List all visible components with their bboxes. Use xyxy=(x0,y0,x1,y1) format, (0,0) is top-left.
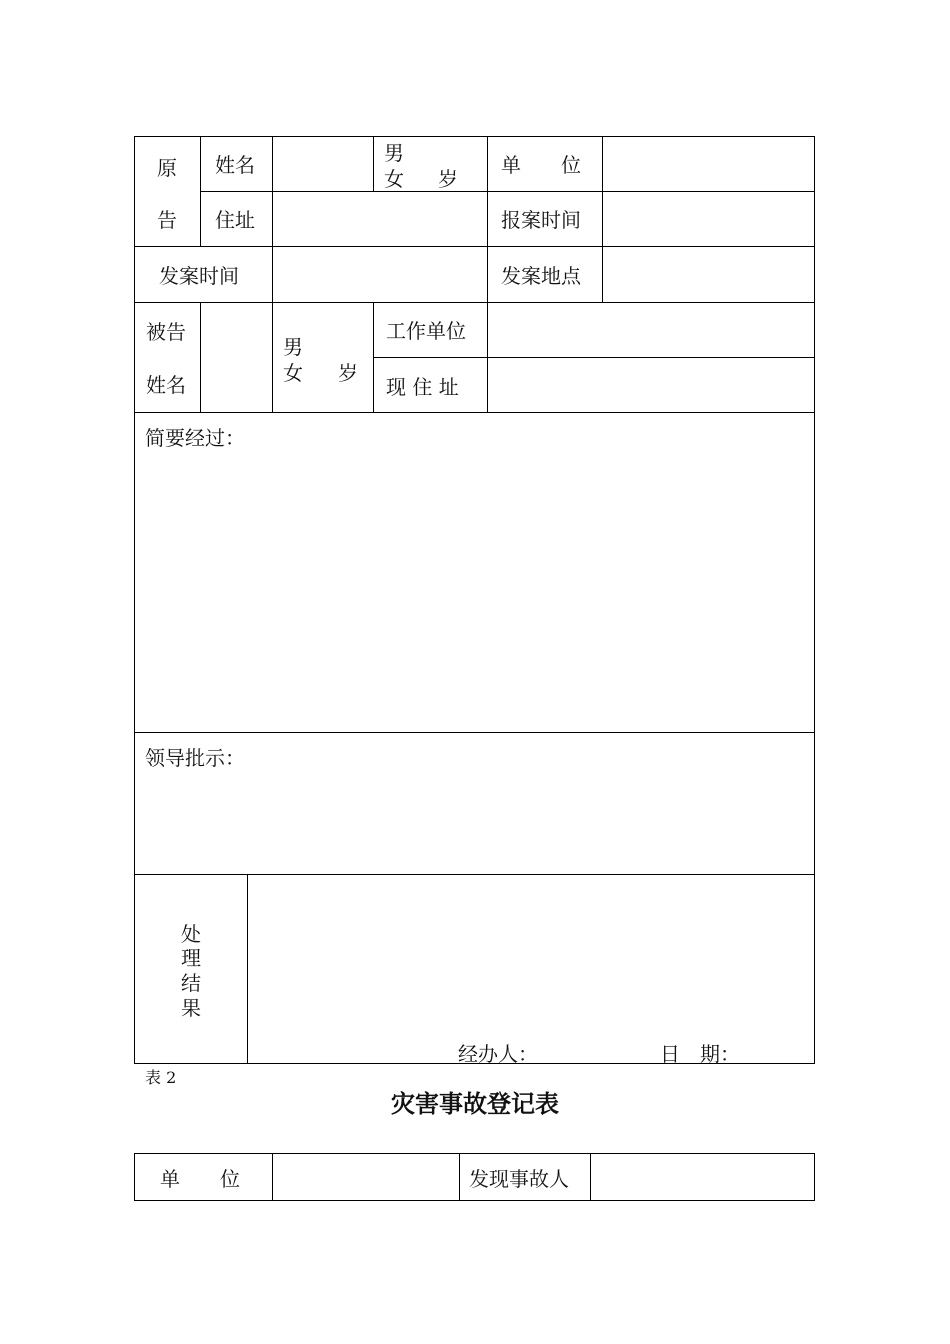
defendant-label: 被告 xyxy=(146,320,186,344)
form2-discoverer-field[interactable] xyxy=(591,1154,813,1200)
defendant-gender-male-option[interactable]: 男 xyxy=(283,335,303,359)
form2-title: 灾害事故登记表 xyxy=(391,1089,559,1118)
result-label-char: 理 xyxy=(181,946,201,970)
work-unit-field[interactable] xyxy=(488,303,813,356)
report-time-label: 报案时间 xyxy=(501,208,581,232)
leader-instruction-label: 领导批示： xyxy=(145,746,245,770)
incident-place-label: 发案地点 xyxy=(501,264,581,288)
defendant-name-field[interactable] xyxy=(201,303,271,411)
handler-label: 经办人： xyxy=(458,1042,538,1066)
form1-row-line xyxy=(134,412,815,413)
summary-field[interactable] xyxy=(135,455,813,731)
work-unit-label: 工作单位 xyxy=(386,319,466,343)
incident-time-label: 发案时间 xyxy=(159,264,239,288)
form2-border-right xyxy=(814,1153,815,1201)
plaintiff-address-field[interactable] xyxy=(273,192,486,245)
form2-col-line xyxy=(459,1153,460,1201)
incident-time-field[interactable] xyxy=(273,247,486,301)
gender-male-option[interactable]: 男 xyxy=(384,141,404,165)
defendant-gender-female-option[interactable]: 女 xyxy=(283,361,303,385)
current-address-label: 现 住 址 xyxy=(386,375,459,399)
plaintiff-label: 告 xyxy=(157,208,177,232)
result-field[interactable] xyxy=(248,875,813,1035)
report-time-field[interactable] xyxy=(603,192,813,245)
address-label: 住址 xyxy=(215,208,255,232)
form2-unit-label: 单 位 xyxy=(160,1167,240,1191)
form2-border-left xyxy=(134,1153,135,1201)
defendant-label: 姓名 xyxy=(146,373,186,397)
unit-label: 单 位 xyxy=(501,153,581,177)
plaintiff-name-field[interactable] xyxy=(273,137,372,190)
form2-border-bottom xyxy=(134,1200,815,1201)
summary-label: 简要经过： xyxy=(145,426,245,450)
form2-discoverer-label: 发现事故人 xyxy=(469,1167,569,1191)
age-unit-label: 岁 xyxy=(438,167,458,191)
table-number: 表 2 xyxy=(145,1068,177,1087)
form1-col-line xyxy=(487,246,488,302)
name-label: 姓名 xyxy=(215,153,255,177)
result-label-char: 结 xyxy=(181,971,201,995)
result-label-char: 处 xyxy=(181,922,201,946)
form1-col-line xyxy=(373,136,374,191)
date-label: 日 期： xyxy=(660,1042,740,1066)
defendant-age-unit-label: 岁 xyxy=(338,361,358,385)
form1-col-line xyxy=(272,302,273,412)
result-label-char: 果 xyxy=(181,996,201,1020)
form1-row-line xyxy=(134,732,815,733)
form1-col-line xyxy=(487,136,488,246)
form1-border-right xyxy=(814,136,815,1064)
current-address-field[interactable] xyxy=(488,358,813,411)
plaintiff-label: 原 xyxy=(157,156,177,180)
form1-col-line xyxy=(200,136,201,246)
plaintiff-unit-field[interactable] xyxy=(603,137,813,190)
incident-place-field[interactable] xyxy=(603,247,813,301)
form1-col-line xyxy=(373,302,374,412)
leader-instruction-field[interactable] xyxy=(135,775,813,873)
form2-unit-field[interactable] xyxy=(273,1154,458,1200)
gender-female-option[interactable]: 女 xyxy=(384,167,404,191)
